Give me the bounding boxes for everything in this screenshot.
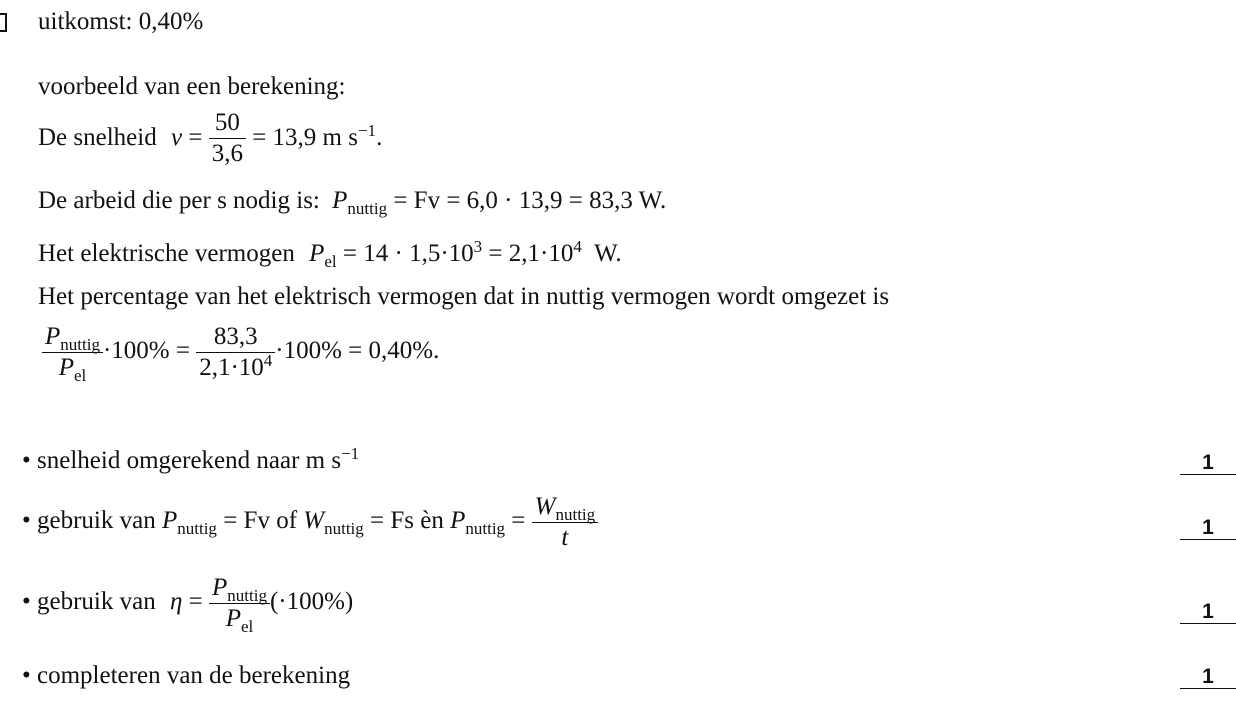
power-unit: W. — [594, 240, 622, 267]
answer-marker-icon — [0, 13, 7, 32]
speed-symbol: v — [170, 124, 183, 152]
criterion-frac-den-sub: el — [240, 617, 254, 636]
percentage-formula — [42, 322, 439, 383]
answer-label: uitkomst: 0,40% — [38, 8, 204, 35]
efficiency-fraction: $\frac{P_{nuttig}}{P_{el}}$ — [42, 322, 103, 383]
criterion-text: completeren van de berekening — [37, 662, 351, 689]
score-3: 1 — [1180, 601, 1236, 624]
speed-denominator: 3,6 — [211, 140, 243, 167]
criterion-text: snelheid omgerekend naar m s — [37, 447, 342, 474]
pct-middle: ·100% = — [102, 337, 190, 365]
pct-numerator: 83,3 — [196, 322, 275, 353]
power-expression-a: = 14 · 1,5·10 — [342, 240, 474, 267]
criterion-frac-num-sub: nuttig — [227, 586, 267, 605]
speed-result: = 13,9 m s — [252, 124, 358, 152]
criterion-efficiency: • gebruik van η = $\frac{P_{nuttig}}{P_{el}}$ (·100%) — [22, 574, 354, 636]
criterion-power-formula: • gebruik van $P_{nuttig} = Fv$ of $W_{nuttig} = Fs$ èn $P_{nuttig}$ = $\frac{W_{nuttig}}{t}$ — [22, 492, 598, 553]
speed-exponent: −1 — [357, 121, 377, 141]
criterion-frac-den: t — [561, 524, 569, 551]
criterion-exponent: −1 — [341, 444, 360, 463]
pct-end: ·100% = 0,40%. — [275, 337, 440, 365]
power-exponent-a: 3 — [473, 237, 483, 256]
criterion-text-c: = Fs èn — [370, 507, 444, 535]
power-subscript: el — [324, 252, 337, 271]
pct-den-subscript: el — [73, 366, 87, 385]
criterion-complete — [22, 662, 350, 690]
criterion-tail: (·100%) — [269, 588, 354, 616]
speed-fraction — [209, 108, 246, 169]
bullet-icon: • — [22, 507, 31, 535]
power-line: Het elektrische vermogen $P_{el} = 14 \cdot 1,5\cdot 10^3 = 2,1\cdot 10^4$ W. — [38, 237, 622, 271]
criterion-sub-b: nuttig — [324, 519, 364, 539]
score-4: 1 — [1180, 666, 1236, 689]
work-line: De arbeid die per s nodig is: $P_{nuttig} = Fv = 6,0 \cdot 13,9 = 83,3$ W. — [38, 187, 667, 218]
speed-prefix: De snelheid — [38, 124, 157, 152]
power-prefix: Het elektrische vermogen — [38, 240, 295, 267]
pct-denominator-exponent: 4 — [263, 351, 273, 370]
work-subscript: nuttig — [347, 199, 388, 218]
criterion-frac-num-sub: nuttig — [555, 505, 596, 524]
score-1: 1 — [1180, 452, 1236, 475]
work-prefix: De arbeid die per s nodig is: — [38, 187, 320, 214]
percentage-text: Het percentage van het elektrisch vermogen dat in nuttig vermogen wordt omgezet is — [38, 283, 890, 310]
criterion-speed — [22, 444, 360, 475]
criterion-sub-a: nuttig — [177, 519, 217, 539]
value-fraction — [196, 322, 275, 383]
example-intro: voorbeeld van een berekening: — [38, 73, 346, 100]
score-2: 1 — [1180, 517, 1236, 540]
power-expression-b: = 2,1·10 — [488, 240, 574, 267]
speed-line: De snelheid v = $\frac{50}{3,6}$ = 13,9 m $s^{-1}$. — [38, 109, 383, 167]
power-exponent-b: 4 — [573, 237, 582, 256]
criterion-text-a: gebruik van — [37, 507, 156, 535]
criterion-efficiency-fraction: $\frac{P_{nuttig}}{P_{el}}$ — [209, 573, 270, 634]
criterion-text-b: = Fv of — [223, 507, 298, 535]
pct-denominator: 2,1·10 — [199, 354, 264, 381]
pct-num-subscript: nuttig — [60, 335, 100, 354]
speed-numerator: 50 — [209, 108, 246, 139]
bullet-icon: • — [22, 447, 31, 474]
criterion-sub-c: nuttig — [465, 519, 506, 539]
work-expression: = Fv = 6,0 · 13,9 = 83,3 W. — [393, 187, 667, 214]
criterion-text: gebruik van — [37, 588, 156, 616]
criterion-fraction: $\frac{W_{nuttig}}{t}$ — [532, 492, 599, 553]
bullet-icon: • — [22, 662, 31, 689]
bullet-icon: • — [22, 588, 31, 616]
